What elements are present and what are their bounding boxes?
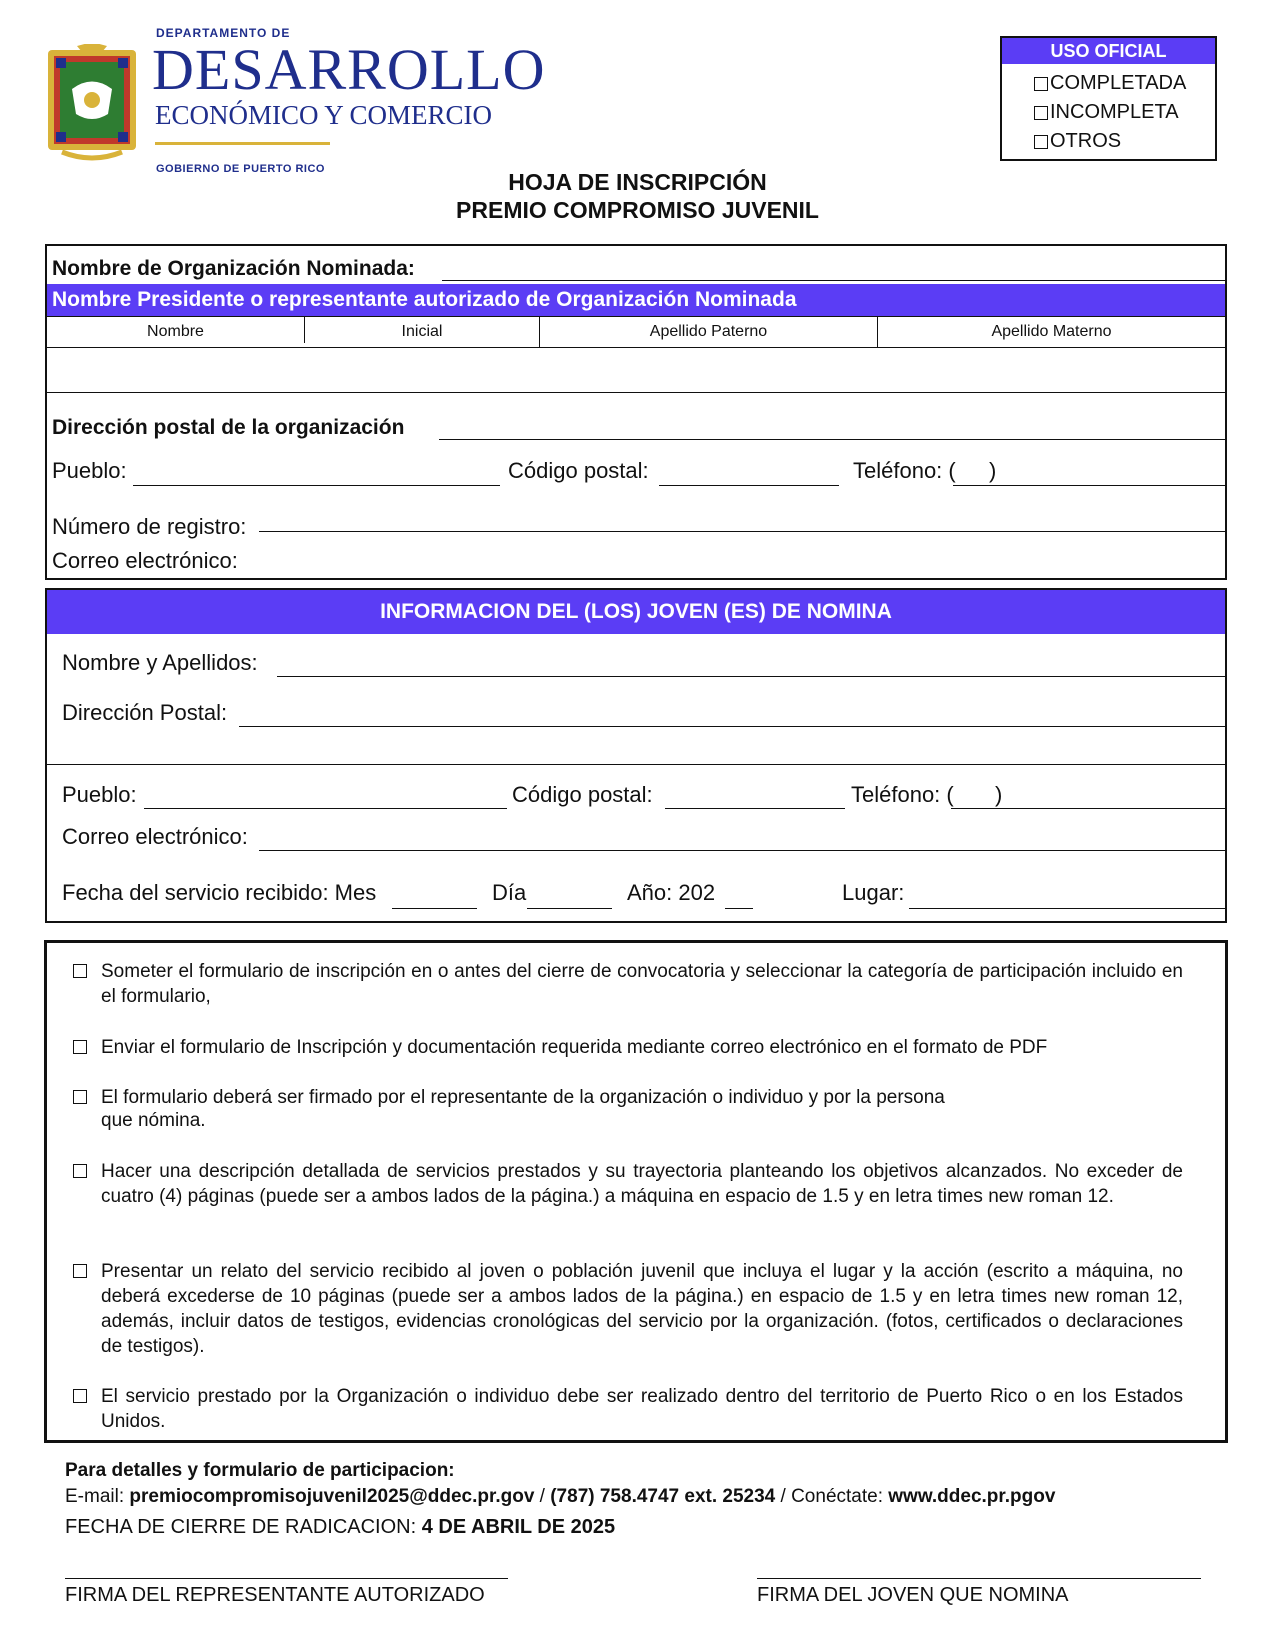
government-label: GOBIERNO DE PUERTO RICO <box>156 163 325 175</box>
department-name: DESARROLLO <box>152 37 546 102</box>
youth-postal-code-field[interactable] <box>665 808 845 809</box>
requirement-item-continued: que nómina. <box>101 1110 206 1131</box>
postal-code-label: Código postal: <box>508 458 649 483</box>
postal-code-field[interactable] <box>659 485 839 486</box>
youth-phone-close: ) <box>995 782 1003 807</box>
column-inicial: Inicial <box>304 317 539 343</box>
signature-label-youth: FIRMA DEL JOVEN QUE NOMINA <box>757 1584 1069 1606</box>
signature-line-representative[interactable] <box>65 1578 508 1579</box>
checkbox-icon[interactable] <box>73 1090 87 1104</box>
phone-field[interactable] <box>953 485 1225 486</box>
contact-phone[interactable]: (787) 758.4747 ext. 25234 <box>550 1486 776 1507</box>
service-place-field[interactable] <box>909 908 1225 909</box>
org-email-label: Correo electrónico: <box>52 548 238 573</box>
uso-oficial-option[interactable]: INCOMPLETA <box>1034 101 1179 124</box>
signature-label-representative: FIRMA DEL REPRESENTANTE AUTORIZADO <box>65 1584 485 1606</box>
youth-name-label: Nombre y Apellidos: <box>62 650 258 675</box>
deadline-line <box>65 1516 615 1539</box>
youth-email-label: Correo electrónico: <box>62 824 248 849</box>
uso-oficial-box <box>1000 36 1217 161</box>
website-link[interactable]: www.ddec.pr.pgov <box>888 1486 1056 1507</box>
youth-section-header: INFORMACION DEL (LOS) JOVEN (ES) DE NOMINA <box>47 590 1225 634</box>
organization-section <box>45 244 1227 580</box>
service-date-label: Fecha del servicio recibido: Mes <box>62 880 377 905</box>
service-year-label: Año: 202 <box>627 880 716 905</box>
requirement-item: Hacer una descripción detallada de servicios prestados y su trayectoria planteando los objetivos alcanzados. No exceder de cuatro (4) páginas (puede ser a ambos lados de la página.) a máquina en espacio de 1.5 y en letra times new roman 12. <box>73 1159 1183 1209</box>
details-label: Para detalles y formulario de participacion: <box>65 1460 455 1481</box>
department-subtitle: ECONÓMICO Y COMERCIO <box>155 100 493 130</box>
registration-number-field[interactable] <box>259 531 1225 532</box>
youth-address-label: Dirección Postal: <box>62 700 228 725</box>
contact-email-link[interactable]: premiocompromisojuvenil2025@ddec.pr.gov <box>129 1486 535 1507</box>
youth-email-field[interactable] <box>259 850 1225 851</box>
uso-oficial-option[interactable]: OTROS <box>1034 130 1121 153</box>
form-title-line2: PREMIO COMPROMISO JUVENIL <box>456 197 819 223</box>
youth-phone-label: Teléfono: ( <box>851 782 954 807</box>
gold-divider <box>155 142 330 145</box>
pueblo-label: Pueblo: <box>52 458 127 483</box>
connect-prefix: / Conéctate: <box>775 1486 889 1507</box>
youth-pueblo-field[interactable] <box>144 808 507 809</box>
pueblo-field[interactable] <box>133 485 500 486</box>
column-apellido-materno: Apellido Materno <box>877 317 1225 347</box>
postal-address-label: Dirección postal de la organización <box>52 416 405 439</box>
checkbox-icon[interactable] <box>73 1164 87 1178</box>
org-name-field[interactable] <box>442 280 1225 281</box>
requirement-item: Someter el formulario de inscripción en o antes del cierre de convocatoria y seleccionar la categoría de participación incluido en el formulario, <box>73 959 1183 1009</box>
checkbox-icon[interactable] <box>73 1389 87 1403</box>
checkbox-icon[interactable] <box>1034 106 1048 120</box>
department-top-label: DEPARTAMENTO DE <box>156 26 291 40</box>
representative-name-field[interactable] <box>47 348 1225 393</box>
service-day-label: Día <box>492 880 527 905</box>
uso-oficial-option[interactable]: COMPLETADA <box>1034 72 1186 95</box>
uso-oficial-title: USO OFICIAL <box>1002 38 1215 64</box>
checkbox-icon[interactable] <box>73 1264 87 1278</box>
form-title <box>0 168 1275 224</box>
separator: / <box>534 1486 551 1507</box>
service-month-field[interactable] <box>392 908 477 909</box>
youth-phone-field[interactable] <box>951 808 1225 809</box>
registration-number-label: Número de registro: <box>52 514 247 539</box>
checkbox-icon[interactable] <box>1034 77 1048 91</box>
youth-address-line2[interactable] <box>47 764 1225 765</box>
youth-address-field[interactable] <box>239 726 1225 727</box>
deadline-date: 4 DE ABRIL DE 2025 <box>421 1516 616 1538</box>
service-day-field[interactable] <box>527 908 612 909</box>
representative-header: Nombre Presidente o representante autorizado de Organización Nominada <box>47 284 1225 316</box>
checkbox-icon[interactable] <box>73 1040 87 1054</box>
contact-line <box>65 1486 1055 1508</box>
phone-label: Teléfono: ( <box>853 458 956 483</box>
youth-name-field[interactable] <box>277 676 1225 677</box>
org-name-label: Nombre de Organización Nominada: <box>52 257 415 280</box>
requirement-item: Enviar el formulario de Inscripción y documentación requerida mediante correo electrónico en el formato de PDF <box>73 1035 1183 1060</box>
checkbox-icon[interactable] <box>1034 135 1048 149</box>
requirement-item: El servicio prestado por la Organización o individuo debe ser realizado dentro del territorio de Puerto Rico o en los Estados Unidos. <box>73 1384 1183 1434</box>
signature-line-youth[interactable] <box>757 1578 1201 1579</box>
form-title-line1: HOJA DE INSCRIPCIÓN <box>508 169 767 195</box>
column-nombre: Nombre <box>147 323 204 340</box>
youth-postal-code-label: Código postal: <box>512 782 653 807</box>
service-place-label: Lugar: <box>842 880 905 905</box>
email-prefix: E-mail: <box>65 1486 130 1507</box>
postal-address-field[interactable] <box>439 439 1225 440</box>
checkbox-icon[interactable] <box>73 964 87 978</box>
coat-of-arms-logo <box>42 44 142 166</box>
requirement-item: Presentar un relato del servicio recibido al joven o población juvenil que incluya el lugar y la acción (escrito a máquina, no deberá excederse de 10 páginas (puede ser a ambos lados de la página.) en espacio de 1.5 y en letra times new roman 12, además, incluir datos de testigos, evidencias cronológicas del servicio por la organización. (fotos, certificados o declaraciones de testigos). <box>73 1259 1183 1359</box>
youth-section <box>45 588 1227 923</box>
youth-pueblo-label: Pueblo: <box>62 782 137 807</box>
deadline-label: FECHA DE CIERRE DE RADICACION: <box>65 1516 422 1538</box>
service-year-field[interactable] <box>725 908 753 909</box>
column-apellido-paterno: Apellido Paterno <box>539 317 877 347</box>
requirement-item: El formulario deberá ser firmado por el representante de la organización o individuo y por la persona <box>73 1085 1183 1110</box>
phone-close: ) <box>989 458 997 483</box>
representative-columns <box>47 316 1225 348</box>
